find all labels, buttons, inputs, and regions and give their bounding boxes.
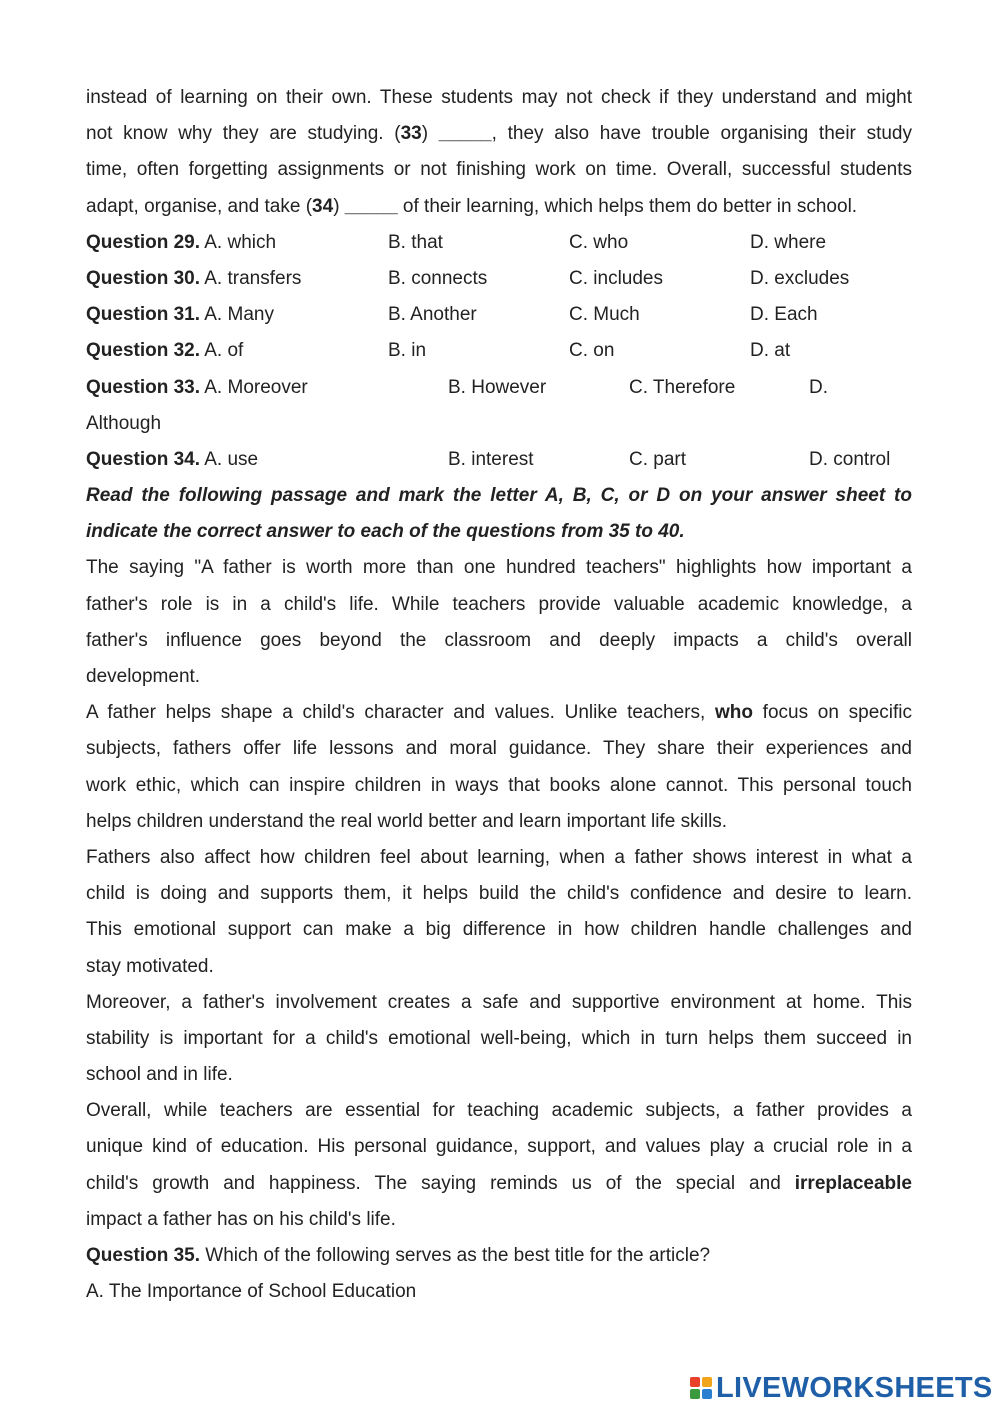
question-label: Question 30. bbox=[86, 267, 201, 289]
worksheet-page bbox=[86, 80, 912, 1310]
passage-line: unique kind of education. His personal guidance, support, and values play a crucial role in a bbox=[86, 1136, 912, 1158]
question-label: Question 35. bbox=[86, 1245, 201, 1266]
question-label: Question 29. bbox=[86, 231, 201, 253]
option-c[interactable]: C. part bbox=[629, 448, 687, 470]
option-a[interactable]: A. Moreover bbox=[200, 376, 308, 398]
question-34 bbox=[86, 442, 912, 478]
option-a[interactable]: A. Many bbox=[200, 304, 274, 326]
passage-line: This emotional support can make a big difference in how children handle challenges and bbox=[86, 919, 912, 941]
passage-line: not know why they are studying. (33) _____, they also have trouble organising their study bbox=[86, 123, 912, 145]
option-c[interactable]: C. who bbox=[569, 231, 629, 253]
option-b[interactable]: B. interest bbox=[448, 448, 534, 470]
option-a[interactable]: A. The Importance of School Education bbox=[86, 1281, 417, 1303]
highlighted-word-who: who bbox=[714, 702, 753, 724]
question-35 bbox=[86, 1238, 912, 1274]
passage-line: The saying "A father is worth more than one hundred teachers" highlights how important a bbox=[86, 557, 912, 579]
logo-grid-icon bbox=[690, 1377, 712, 1399]
passage-line: child is doing and supports them, it helps build the child's confidence and desire to learn. bbox=[86, 883, 912, 905]
passage-line: adapt, organise, and take (34) _____ of their learning, which helps them do better in school. bbox=[86, 195, 858, 217]
passage-line: impact a father has on his child's life. bbox=[86, 1208, 396, 1230]
passage-line: Overall, while teachers are essential for teaching academic subjects, a father provides a bbox=[86, 1100, 912, 1122]
passage-line: development. bbox=[86, 666, 201, 687]
blank-33[interactable]: _____ bbox=[438, 123, 492, 145]
highlighted-word-irreplaceable: irreplaceable bbox=[794, 1172, 912, 1194]
option-c[interactable]: C. Much bbox=[569, 304, 640, 326]
question-32 bbox=[86, 333, 912, 369]
question-label: Question 32. bbox=[86, 340, 201, 362]
passage-line: instead of learning on their own. These students may not check if they understand and might bbox=[86, 87, 912, 108]
option-d[interactable]: D. Each bbox=[750, 304, 818, 326]
question-33 bbox=[86, 370, 912, 406]
passage-line: work ethic, which can inspire children in ways that books alone cannot. This personal touch bbox=[86, 774, 912, 796]
question-30 bbox=[86, 261, 912, 297]
option-b[interactable]: B. in bbox=[388, 340, 427, 362]
liveworksheets-logo bbox=[690, 1370, 993, 1406]
option-d[interactable]: D. excludes bbox=[750, 267, 850, 289]
passage-line: time, often forgetting assignments or not finishing work on time. Overall, successful students bbox=[86, 159, 912, 181]
instruction-line: indicate the correct answer to each of the questions from 35 to 40. bbox=[86, 521, 685, 543]
option-d[interactable]: D. control bbox=[809, 448, 891, 470]
option-a[interactable]: A. which bbox=[200, 231, 277, 253]
option-a[interactable]: A. use bbox=[200, 448, 259, 470]
option-d[interactable]: D. where bbox=[750, 231, 827, 253]
option-b[interactable]: B. connects bbox=[388, 267, 488, 289]
question-text: Which of the following serves as the best title for the article? bbox=[200, 1245, 711, 1266]
option-d[interactable]: D. bbox=[809, 376, 828, 398]
passage-line: stability is important for a child's emotional well-being, which in turn helps them succeed in bbox=[86, 1027, 912, 1049]
option-b[interactable]: B. Another bbox=[388, 304, 477, 326]
blank-number-33: 33 bbox=[400, 123, 422, 145]
passage-line: stay motivated. bbox=[86, 955, 214, 977]
instruction-line: Read the following passage and mark the letter A, B, C, or D on your answer sheet to bbox=[86, 485, 912, 507]
passage-line: A father helps shape a child's character and values. Unlike teachers, who focus on specific bbox=[86, 702, 912, 724]
passage-line: father's role is in a child's life. While teachers provide valuable academic knowledge, a bbox=[86, 593, 912, 615]
question-label: Question 33. bbox=[86, 376, 201, 398]
option-c[interactable]: C. Therefore bbox=[629, 376, 736, 398]
question-label: Question 31. bbox=[86, 304, 201, 326]
option-a[interactable]: A. transfers bbox=[200, 267, 302, 289]
passage-line: child's growth and happiness. The saying reminds us of the special and irreplaceable bbox=[86, 1172, 912, 1194]
blank-number-34: 34 bbox=[312, 195, 334, 217]
passage-line: subjects, fathers offer life lessons and moral guidance. They share their experiences and bbox=[86, 738, 912, 760]
passage-line: father's influence goes beyond the classroom and deeply impacts a child's overall bbox=[86, 629, 912, 651]
passage-line: school and in life. bbox=[86, 1064, 233, 1086]
passage-line: helps children understand the real world better and learn important life skills. bbox=[86, 810, 728, 832]
option-b[interactable]: B. that bbox=[388, 231, 443, 253]
option-c[interactable]: C. includes bbox=[569, 267, 663, 289]
blank-34[interactable]: _____ bbox=[344, 195, 398, 217]
passage-line: Moreover, a father's involvement creates a safe and supportive environment at home. This bbox=[86, 991, 912, 1013]
option-c[interactable]: C. on bbox=[569, 340, 615, 362]
option-d[interactable]: D. at bbox=[750, 340, 791, 362]
option-b[interactable]: B. However bbox=[448, 376, 547, 398]
passage-line: Fathers also affect how children feel about learning, when a father shows interest in what a bbox=[86, 846, 912, 868]
option-d-continued[interactable]: Although bbox=[86, 412, 162, 434]
question-29 bbox=[86, 225, 912, 261]
question-31 bbox=[86, 297, 912, 333]
question-label: Question 34. bbox=[86, 448, 201, 470]
option-a[interactable]: A. of bbox=[200, 340, 244, 362]
logo-text: LIVEWORKSHEETS bbox=[716, 1371, 993, 1404]
